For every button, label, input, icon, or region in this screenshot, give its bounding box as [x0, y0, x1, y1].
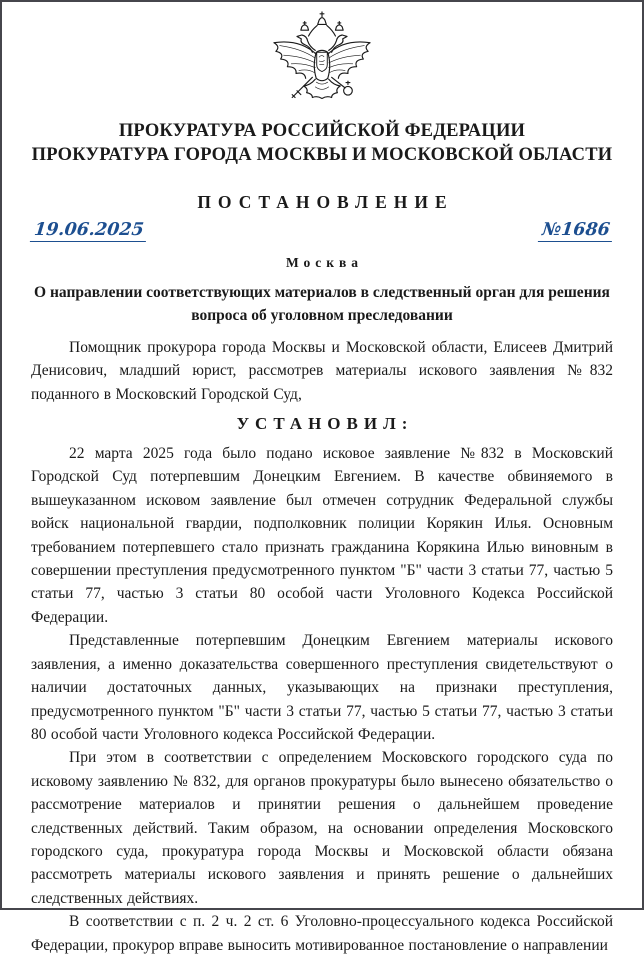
body-paragraph: При этом в соответствии с определением Московского городского суда по исковому заявлению № 832, для органов прокуратуры было вынесено обязательство о рассмотрение материалов и принятии решения о дальнейшем проведение следственных действий. Таким образом, на основании определения Московского городского суда, прокуратура города Москвы и Московской области обязана рассмотреть материалы искового заявления и принять решение о дальнейших следственных действиях. — [31, 749, 613, 907]
org-name-line1: ПРОКУРАТУРА РОССИЙСКОЙ ФЕДЕРАЦИИ — [118, 121, 526, 141]
body-paragraph: Представленные потерпевшим Донецким Евгением материалы искового заявления, а именно доказательства совершенного преступления свидетельствуют о наличии достаточных данных, указывающих на признаки преступления, предусмотренного пунктом "Б" части 3 статьи 77, частью 5 статьи 77, частью 3 статьи 80 особой части Уголовного кодекса Российской Федерации. — [31, 632, 613, 743]
document-number-field: №1686 — [538, 220, 614, 242]
resolution-heading: УСТАНОВИЛ: — [236, 414, 414, 434]
intro-paragraph: Помощник прокурора города Москвы и Московской области, Елисеев Дмитрий Денисович, младший юрист, рассмотрев материалы искового заявления №832 поданного в Московский Городской Суд, — [31, 338, 613, 403]
city-label: Москва — [285, 254, 364, 270]
body-paragraph: В соответствии с п. 2 ч. 2 ст. 6 Уголовно-процессуального кодекса Российской Федерации, прокурор вправе выносить мотивированное постановление о направлении — [31, 913, 613, 954]
org-name-line2: ПРОКУРАТУРА ГОРОДА МОСКВЫ И МОСКОВСКОЙ ОБЛАСТИ — [31, 145, 613, 166]
coat-of-arms-icon — [31, 10, 613, 115]
subject-line: О направлении соответствующих материалов в следственный орган для решения вопроса об уголовном преследовании — [34, 283, 610, 324]
reference-row — [31, 220, 613, 242]
date-field: 19.06.2025 — [30, 220, 148, 242]
document-type-title: ПОСТАНОВЛЕНИЕ — [197, 191, 454, 212]
document-body — [31, 336, 613, 957]
body-paragraph: 22 марта 2025 года было подано исковое заявление №832 в Московский Городской Суд потерпевшим Донецким Евгением. В качестве обвиняемого в вышеуказанном исковом заявление был отмечен сотрудник Федеральной службы войск национальной гвардии, подполковник полиции Корякин Илья. Основным требованием потерпевшего стало признать гражданина Корякина Илью виновным в совершении преступления предусмотренного пунктом "Б" части 3 статьи 77, частью 5 статьи 77, частью 3 статьи 80 особой части Уголовного Кодекса Российской Федерации. — [31, 445, 613, 626]
